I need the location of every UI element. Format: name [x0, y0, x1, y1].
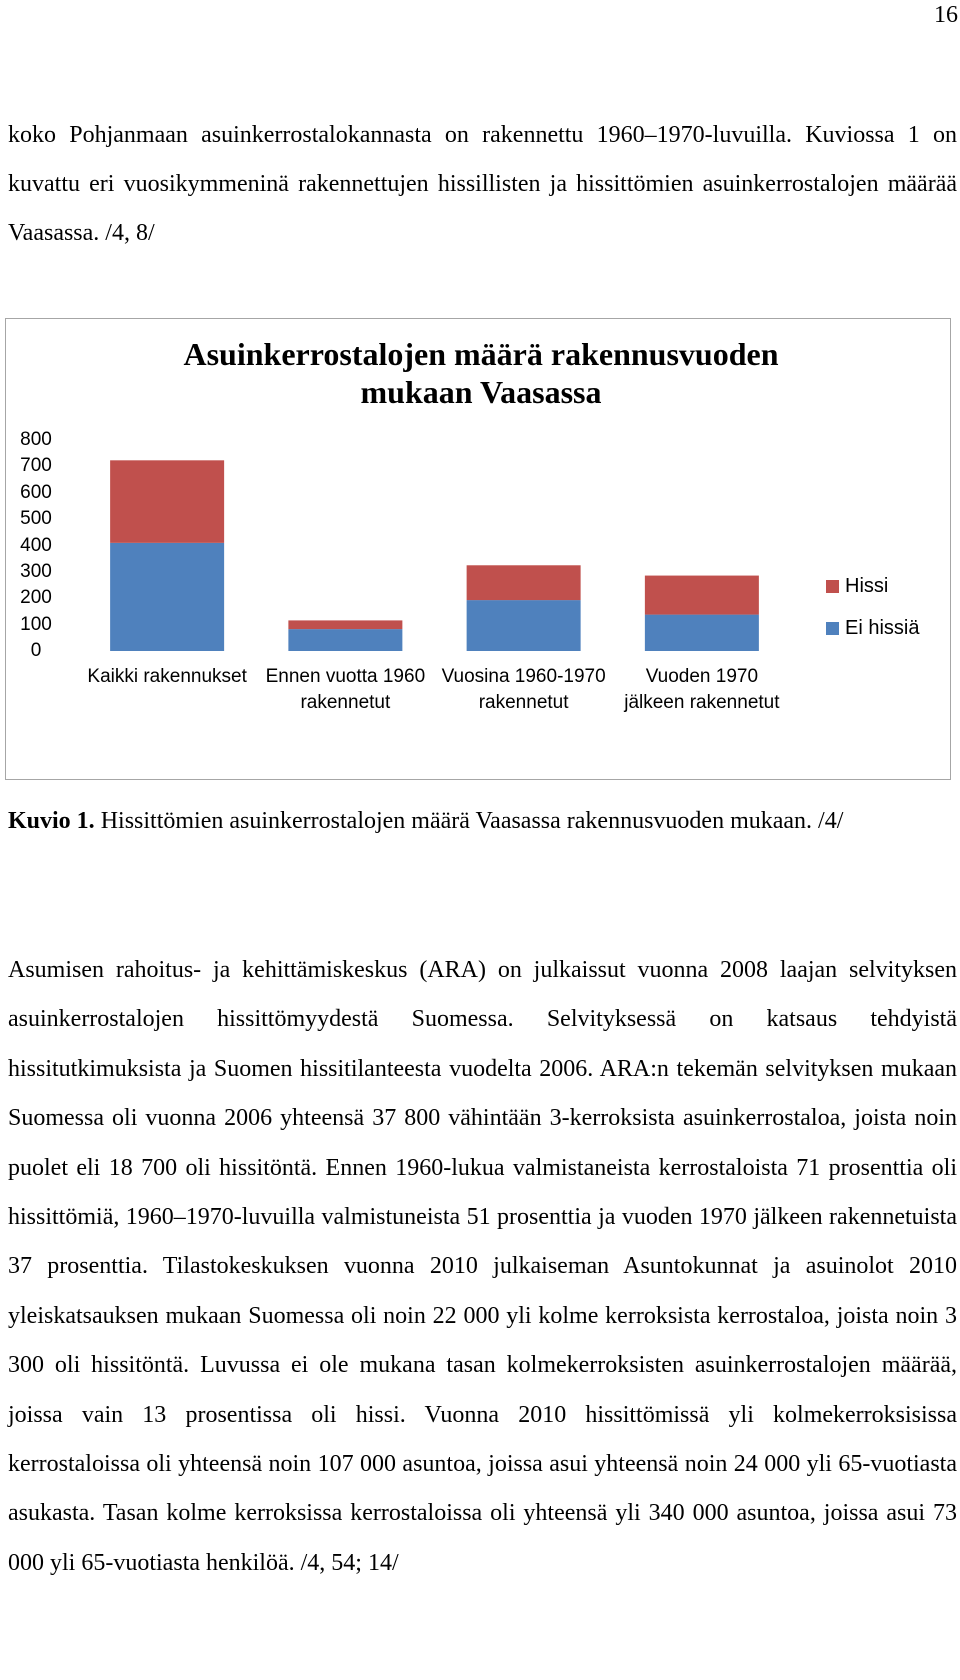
x-tick-label: Ennen vuotta 1960 rakennetut — [265, 666, 426, 713]
chart-legend — [826, 565, 919, 649]
y-tick-label: 400 — [20, 534, 52, 556]
bar-segment — [110, 543, 224, 651]
y-tick-label: 200 — [20, 587, 52, 609]
caption-text: Hissittömien asuinkerrostalojen määrä Vaasassa rakennusvuoden mukaan. /4/ — [94, 808, 844, 834]
bar-segment — [467, 600, 581, 651]
caption-label: Kuvio 1. — [8, 808, 95, 834]
y-tick-label: 600 — [20, 481, 52, 503]
legend-swatch — [826, 580, 839, 593]
x-tick-label: Vuosina 1960-1970 rakennetut — [441, 666, 606, 713]
body-paragraph: Asumisen rahoitus- ja kehittämiskeskus (ARA) on julkaissut vuonna 2008 laajan selvityksen asuinkerrostalojen hissittömyydestä Suomessa. Selvityksessä on katsaus tehdyistä hissitutkimuksista ja Suomen hissitilanteesta vuodelta 2006. ARA:n tekemän selvityksen mukaan Suomessa oli vuonna 2006 yhteensä 37 800 vähintään 3-kerroksista asuinkerrostaloa, joista noin puolet eli 18 700 oli hissitöntä. Ennen 1960-lukua valmistaneista kerrostaloista 71 prosenttia oli hissittömiä, 1960–1970-luvuilla valmistuneista 51 prosenttia ja vuoden 1970 jälkeen rakennetuista 37 prosenttia. Tilastokeskuksen vuonna 2010 julkaiseman Asuntokunnat ja asuinolot 2010 yleiskatsauksen mukaan Suomessa oli noin 22 000 yli kolme kerroksista kerrostaloa, joista noin 3 300 oli hissitöntä. Luvussa ei ole mukana tasan kolmekerroksisten asuinkerrostalojen määrää, joissa vain 13 prosentissa oli hissi. Vuonna 2010 hissittömissä yli kolmekerroksisissa kerrostaloissa oli yhteensä noin 107 000 asuntoa, joissa asui yhteensä noin 24 000 yli 65-vuotiasta asukasta. Tasan kolme kerroksissa kerrostaloissa oli yhteensä yli 340 000 asuntoa, joissa asui 73 000 yli 65-vuotiasta henkilöä. /4, 54; 14/ — [8, 957, 957, 1576]
bar-segment — [467, 565, 581, 600]
y-tick-label: 0 — [30, 640, 42, 661]
legend-item — [826, 607, 919, 649]
y-tick-label: 500 — [20, 508, 52, 530]
bar-segment — [645, 615, 759, 651]
legend-swatch — [826, 622, 839, 635]
bar-segment — [645, 576, 759, 615]
y-tick-label: 300 — [20, 560, 52, 582]
page-number: 16 — [934, 2, 958, 28]
y-tick-label: 700 — [20, 455, 52, 477]
bar-segment — [110, 460, 224, 543]
bar-segment — [288, 620, 402, 629]
chart-title: Asuinkerrostalojen määrä rakennusvuoden mukaan Vaasassa — [183, 336, 779, 410]
legend-item — [826, 565, 919, 607]
y-tick-label: 800 — [20, 429, 52, 450]
bar-segment — [288, 629, 402, 651]
legend-label: Ei hissiä — [845, 616, 920, 639]
x-tick-label: Kaikki rakennukset — [87, 666, 247, 687]
intro-paragraph: koko Pohjanmaan asuinkerrostalokannasta on rakennettu 1960–1970-luvuilla. Kuviossa 1 on kuvattu eri vuosikymmeninä rakennettujen hissillisten ja hissittömien asuinkerrostalojen määrää Vaasassa. /4, 8/ — [8, 122, 957, 246]
chart-frame — [5, 318, 951, 780]
legend-label: Hissi — [845, 574, 889, 597]
figure-caption — [8, 797, 957, 846]
x-tick-label: Vuoden 1970 jälkeen rakennetut — [624, 666, 780, 713]
y-tick-label: 100 — [20, 613, 52, 635]
